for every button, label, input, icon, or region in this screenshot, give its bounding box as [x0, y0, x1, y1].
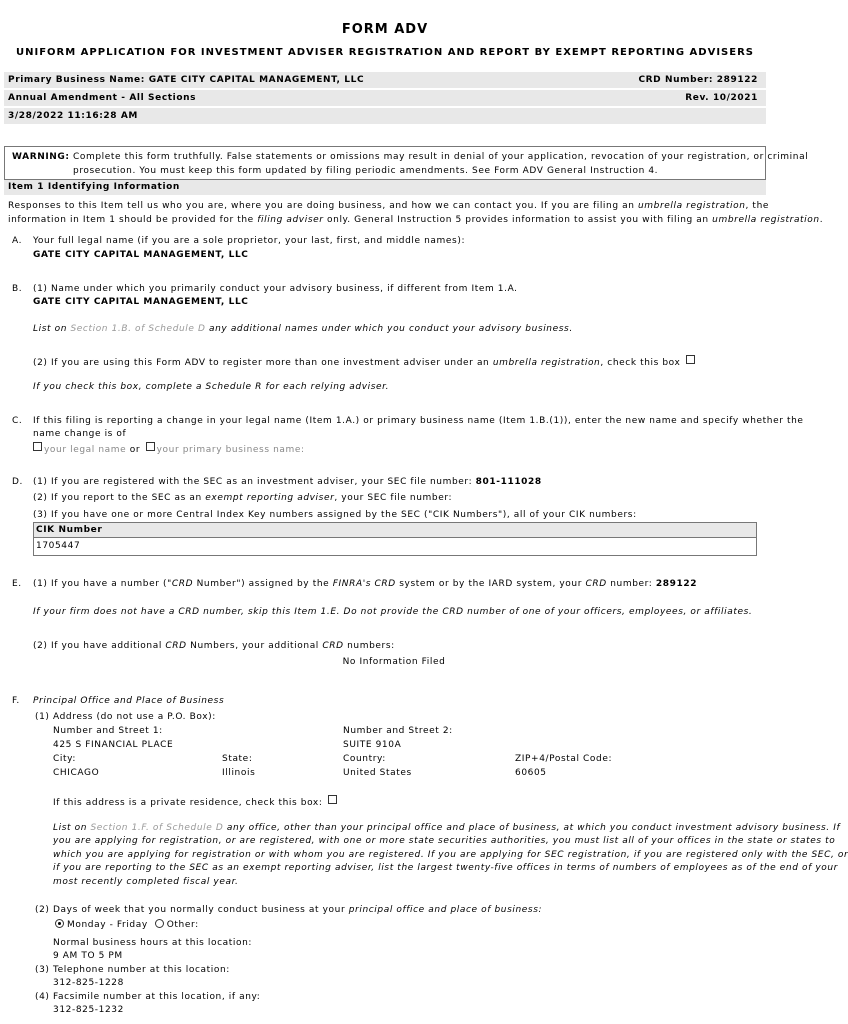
question-text: (1) If you are registered with the SEC as an investment adviser, your SEC file number:: [33, 477, 473, 487]
item-c-options: [31, 442, 305, 455]
question-text: (2) If you report to the SEC as an: [33, 493, 206, 503]
question-text: (2) If you have additional: [33, 641, 166, 651]
item-b-question-1: (1) Name under which you primarily conduct your advisory business, if different from Item 1.A.: [33, 284, 518, 294]
business-name-checkbox[interactable]: [146, 442, 155, 451]
form-subtitle: UNIFORM APPLICATION FOR INVESTMENT ADVISER REGISTRATION AND REPORT BY EXEMPT REPORTING ADVISERS: [16, 47, 754, 58]
schedule-d-1f-note-line-5: most recently completed fiscal year.: [53, 877, 239, 887]
legal-name-option: your legal name: [44, 445, 127, 455]
intro-text: Responses to this Item tell us who you are, where you are doing business, and how we can contact you. If you are filing an: [8, 201, 638, 211]
item-c-letter: C.: [12, 416, 23, 426]
schedule-d-1f-note-line-1: [53, 823, 840, 833]
intro-umbrella: umbrella registration: [637, 201, 746, 211]
zip-value: 60605: [515, 768, 547, 778]
note-text: List on: [53, 823, 91, 833]
item-d-letter: D.: [12, 477, 23, 487]
city-value: CHICAGO: [53, 768, 100, 778]
other-days-label: Other:: [166, 920, 199, 930]
state-value: Illinois: [222, 768, 256, 778]
crd-answer: 289122: [655, 579, 698, 589]
or-text: or: [129, 445, 141, 455]
street1-value: 425 S FINANCIAL PLACE: [53, 740, 174, 750]
schedule-d-1f-note-line-3: which you are applying for registration or with whom you are registered. If you are applying for SEC registration, if you are registered only with the SEC, or: [53, 850, 848, 860]
hours-label: Normal business hours at this location:: [53, 938, 253, 948]
note-text: List on: [33, 324, 71, 334]
additional-crd-numbers: No Information Filed: [342, 657, 446, 667]
country-value: United States: [343, 768, 412, 778]
warning-line-1: Complete this form truthfully. False statements or omissions may result in denial of your application, revocation of your registration, or criminal: [73, 152, 809, 162]
item1-intro-line-1: [8, 201, 769, 211]
item-e-question-2: [33, 641, 395, 651]
exempt-term: exempt reporting adviser: [205, 493, 335, 503]
revision: Rev. 10/2021: [685, 93, 758, 103]
fax-question: (4) Facsimile number at this location, if any:: [35, 992, 261, 1002]
cik-table-divider: [34, 537, 756, 538]
cik-table-header-band: [34, 523, 756, 537]
schedule-d-1f-note-line-4: if you are reporting to the SEC as an exempt reporting adviser, list the largest twenty-five offices in terms of numbers of employees as of the end of your: [53, 863, 838, 873]
private-residence-checkbox[interactable]: [328, 795, 337, 804]
item-c-line-2: name change is of: [33, 429, 127, 439]
cik-table-header: CIK Number: [36, 525, 103, 535]
intro-text: .: [819, 215, 824, 225]
question-text: , check this box: [600, 358, 681, 368]
umbrella-term: umbrella registration: [492, 358, 601, 368]
schedule-d-1b-link[interactable]: Section 1.B. of Schedule D: [70, 324, 206, 334]
item-b-schedule-r-note: If you check this box, complete a Schedule R for each relying adviser.: [33, 382, 390, 392]
note-text: any additional names under which you conduct your advisory business.: [205, 324, 573, 334]
intro-text: , the: [745, 201, 770, 211]
question-text: Numbers, your additional: [186, 641, 323, 651]
intro-text: only. General Instruction 5 provides information to assist you with filing an: [323, 215, 713, 225]
item1-heading: Item 1 Identifying Information: [8, 182, 180, 192]
warning-label: WARNING:: [12, 152, 70, 162]
city-label: City:: [53, 754, 77, 764]
hours-value: 9 AM TO 5 PM: [53, 951, 123, 961]
legal-name: GATE CITY CAPITAL MANAGEMENT, LLC: [33, 250, 249, 260]
item-d-question-1: [33, 477, 542, 487]
street2-value: SUITE 910A: [343, 740, 402, 750]
item-e-note: If your firm does not have a CRD number, skip this Item 1.E. Do not provide the CRD number of one of your officers, employees, or affiliates.: [33, 607, 753, 617]
principal-office-term: principal office and place of business:: [348, 905, 543, 915]
state-label: State:: [222, 754, 253, 764]
warning-line-2: prosecution. You must keep this form updated by filing periodic amendments. See Form ADV General Instruction 4.: [73, 166, 659, 176]
question-text: (2) Days of week that you normally conduct business at your: [35, 905, 349, 915]
street1-label: Number and Street 1:: [53, 726, 163, 736]
question-text: (1) If you have a number (": [33, 579, 172, 589]
crd-term: CRD: [585, 579, 607, 589]
item-f-heading: Principal Office and Place of Business: [33, 696, 225, 706]
monday-friday-label: Monday - Friday: [67, 920, 148, 930]
primary-business-name: Primary Business Name: GATE CITY CAPITAL MANAGEMENT, LLC: [8, 75, 365, 85]
item-b-question-2: [33, 355, 697, 368]
business-name-option: your primary business name:: [156, 445, 305, 455]
monday-friday-radio[interactable]: [55, 919, 64, 928]
private-residence-question: [53, 795, 339, 808]
business-name: GATE CITY CAPITAL MANAGEMENT, LLC: [33, 297, 249, 307]
fax-value: 312-825-1232: [53, 1005, 124, 1015]
intro-umbrella: umbrella registration: [712, 215, 820, 225]
other-days-radio[interactable]: [155, 919, 164, 928]
item-a-letter: A.: [12, 236, 23, 246]
address-question: (1) Address (do not use a P.O. Box):: [35, 712, 216, 722]
item-b-list-note: [33, 324, 573, 334]
umbrella-checkbox[interactable]: [686, 355, 695, 364]
zip-label: ZIP+4/Postal Code:: [515, 754, 613, 764]
question-text: numbers:: [343, 641, 395, 651]
question-text: Number") assigned by the: [193, 579, 333, 589]
days-question: [35, 905, 542, 915]
schedule-d-1f-note-line-2: you are applying for registration, or are registered, with one or more state securities authorities, you must list all of your offices in the state or states to: [53, 836, 836, 846]
intro-filing-adviser: filing adviser: [257, 215, 324, 225]
crd-term: CRD: [322, 641, 344, 651]
item-d-question-3: (3) If you have one or more Central Index Key numbers assigned by the SEC ("CIK Numbers"), all of your CIK numbers:: [33, 510, 637, 520]
intro-text: information in Item 1 should be provided for the: [8, 215, 258, 225]
street2-label: Number and Street 2:: [343, 726, 453, 736]
item-f-letter: F.: [12, 696, 20, 706]
question-text: If this address is a private residence, check this box:: [53, 798, 323, 808]
item-e-letter: E.: [12, 579, 22, 589]
crd-term: CRD: [165, 641, 187, 651]
question-text: (2) If you are using this Form ADV to register more than one investment adviser under an: [33, 358, 493, 368]
item-c-line-1: If this filing is reporting a change in your legal name (Item 1.A.) or primary business name (Item 1.B.(1)), enter the new name and specify whether the: [33, 416, 804, 426]
country-label: Country:: [343, 754, 386, 764]
item-a-question: Your full legal name (if you are a sole proprietor, your last, first, and middle names):: [33, 236, 466, 246]
crd-number: CRD Number: 289122: [638, 75, 758, 85]
item-d-question-2: [33, 493, 452, 503]
crd-term: CRD: [171, 579, 194, 589]
form-title: FORM ADV: [341, 22, 429, 37]
legal-name-checkbox[interactable]: [33, 442, 42, 451]
question-text: , your SEC file number:: [334, 493, 453, 503]
question-text: number:: [606, 579, 653, 589]
days-options: [55, 919, 199, 930]
note-text: any office, other than your principal office and place of business, at which you conduct investment advisory business. If: [223, 823, 841, 833]
sec-file-number: 801-111028: [475, 477, 542, 487]
schedule-d-1f-link[interactable]: Section 1.F. of Schedule D: [90, 823, 224, 833]
item1-intro-line-2: [8, 215, 823, 225]
telephone-value: 312-825-1228: [53, 978, 124, 988]
amendment-type: Annual Amendment - All Sections: [8, 93, 197, 103]
cik-number-cell: 1705447: [36, 541, 81, 551]
item-e-question-1: [33, 579, 697, 589]
telephone-question: (3) Telephone number at this location:: [35, 965, 230, 975]
timestamp: 3/28/2022 11:16:28 AM: [8, 111, 138, 121]
finra-crd-term: FINRA's CRD: [332, 579, 396, 589]
question-text: system or by the IARD system, your: [395, 579, 586, 589]
item-b-letter: B.: [12, 284, 23, 294]
